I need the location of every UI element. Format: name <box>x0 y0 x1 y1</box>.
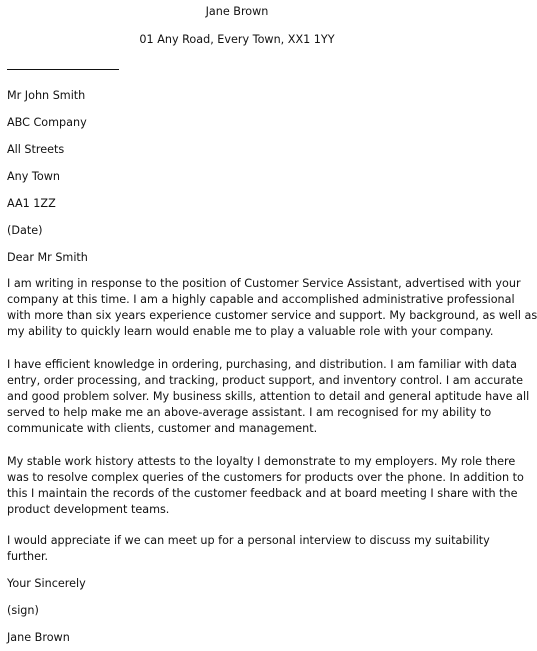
paragraph-line: company at this time. I am a highly capable and accomplished administrative professional <box>7 293 515 306</box>
sender-address: 01 Any Road, Every Town, XX1 1YY <box>139 33 335 46</box>
letter-date: (Date) <box>7 224 43 237</box>
paragraph-line: this I maintain the records of the customer feedback and at board meeting I share with the <box>7 487 518 500</box>
paragraph-2 <box>7 357 530 437</box>
recipient-company: ABC Company <box>7 116 87 129</box>
paragraph-3 <box>7 454 524 518</box>
paragraph-line: My stable work history attests to the loyalty I demonstrate to my employers. My role there <box>7 455 516 468</box>
divider-rule <box>7 69 119 70</box>
paragraph-line: product development teams. <box>7 503 170 516</box>
paragraph-line: with more than six years experience customer service and support. My background, as well as <box>7 309 537 322</box>
paragraph-line: communicate with clients, customer and management. <box>7 422 318 435</box>
salutation: Dear Mr Smith <box>7 251 88 264</box>
paragraph-line: I am writing in response to the position of Customer Service Assistant, advertised with your <box>7 277 521 290</box>
paragraph-4 <box>7 533 490 565</box>
recipient-town: Any Town <box>7 170 60 183</box>
signature: (sign) <box>7 604 39 617</box>
paragraph-line: served to help make me an above-average assistant. I am recognised for my ability to <box>7 406 492 419</box>
closing: Your Sincerely <box>7 577 86 590</box>
paragraph-line: was to resolve complex queries of the customers for products over the phone. In addition to <box>7 471 524 484</box>
signoff-name: Jane Brown <box>7 631 70 644</box>
recipient-street: All Streets <box>7 143 65 156</box>
paragraph-line: my ability to quickly learn would enable me to play a valuable role with your company. <box>7 325 494 338</box>
recipient-postcode: AA1 1ZZ <box>7 197 56 210</box>
recipient-name: Mr John Smith <box>7 89 86 102</box>
sender-name: Jane Brown <box>205 5 269 18</box>
paragraph-1 <box>7 276 537 340</box>
paragraph-line: and good problem solver. My business skills, attention to detail and general aptitude have all <box>7 390 530 403</box>
paragraph-line: entry, order processing, and tracking, product support, and inventory control. I am accurate <box>7 374 524 387</box>
paragraph-line: I would appreciate if we can meet up for a personal interview to discuss my suitability <box>7 534 490 547</box>
paragraph-line: I have efficient knowledge in ordering, purchasing, and distribution. I am familiar with data <box>7 358 517 371</box>
paragraph-line: further. <box>7 550 49 563</box>
